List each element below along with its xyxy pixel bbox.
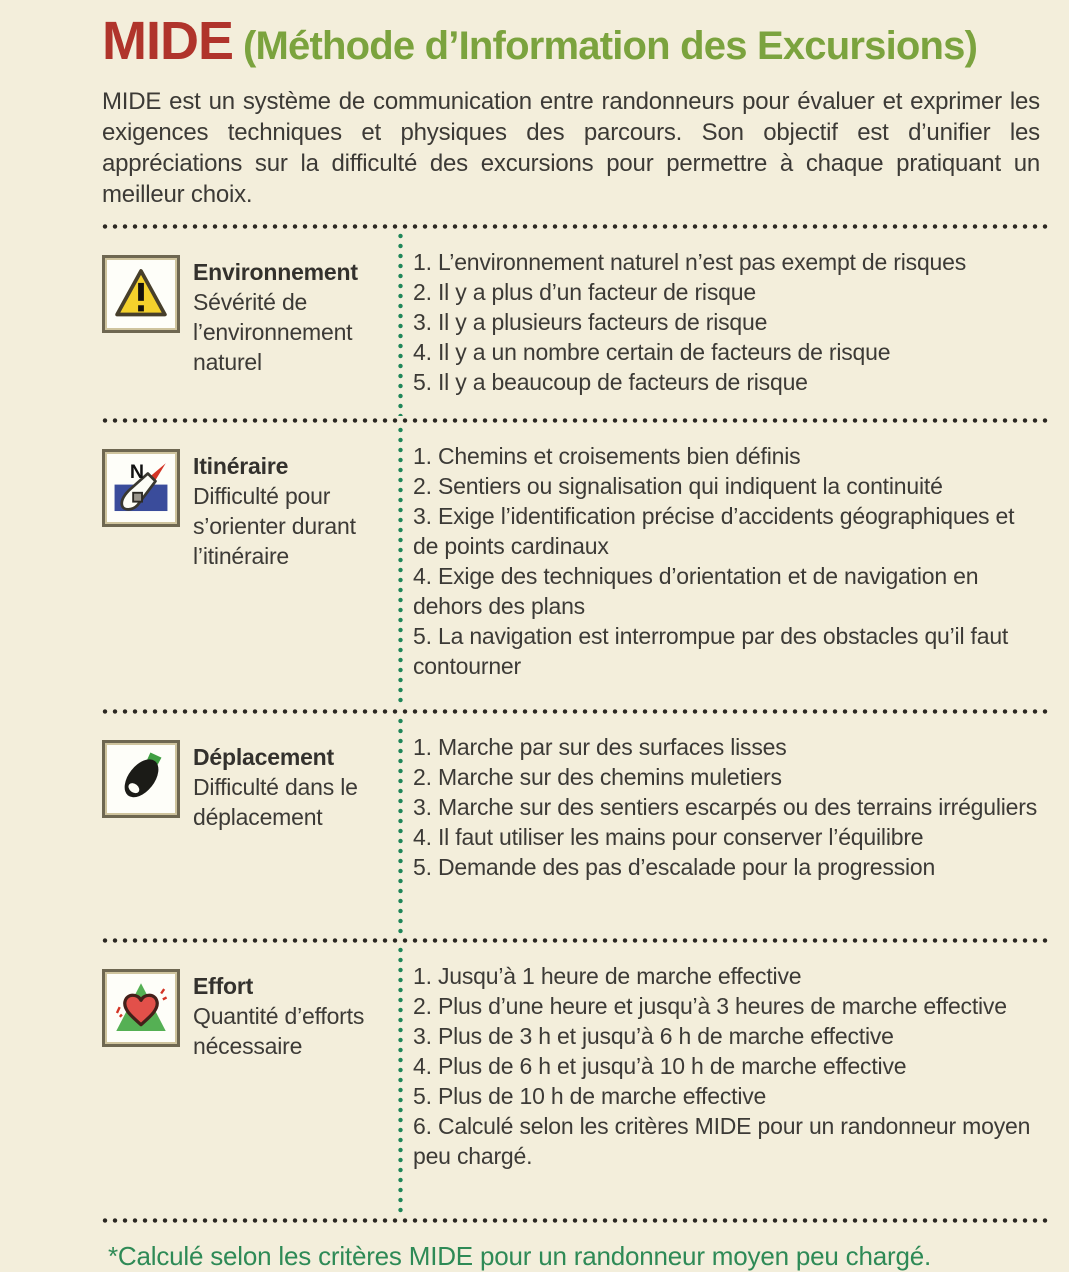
- criteria-item: 2. Il y a plus d’un facteur de risque: [413, 279, 756, 305]
- criteria-item: 3. Plus de 3 h et jusqu’à 6 h de marche effective: [413, 1023, 894, 1049]
- title-subtitle: (Méthode d’Information des Excursions): [243, 24, 978, 68]
- section-title: Effort: [193, 973, 254, 999]
- criteria-item: 5. Demande des pas d’escalade pour la progression: [413, 854, 936, 880]
- criteria-item: 2. Marche sur des chemins muletiers: [413, 764, 782, 790]
- boot-icon: [112, 750, 170, 808]
- section-environnement-criteria: [400, 229, 1050, 418]
- section-title: Itinéraire: [193, 453, 289, 479]
- section-itineraire: [100, 423, 1050, 709]
- section-effort-criteria: [400, 943, 1050, 1218]
- criteria-item: 1. L’environnement naturel n’est pas exempt de risques: [413, 249, 967, 275]
- section-environnement: [100, 229, 1050, 418]
- criteria-item: 2. Sentiers ou signalisation qui indiquent la continuité: [413, 473, 943, 499]
- warning-icon: [102, 255, 180, 333]
- criteria-item: 2. Plus d’une heure et jusqu’à 3 heures de marche effective: [413, 993, 1007, 1019]
- criteria-item: 1. Marche par sur des surfaces lisses: [413, 734, 787, 760]
- criteria-item: 5. Il y a beaucoup de facteurs de risque: [413, 369, 808, 395]
- criteria-item: 6. Calculé selon les critères MIDE pour un randonneur moyen peu chargé.: [413, 1113, 1031, 1169]
- criteria-item: 3. Exige l’identification précise d’accidents géographiques et de points cardinaux: [413, 503, 1015, 559]
- section-deplacement-label: [100, 714, 400, 938]
- intro-paragraph: MIDE est un système de communication entre randonneurs pour évaluer et exprimer les exigences techniques et physiques des parcours. Son objectif est d’unifier les appréciations sur la difficulté des excursions pour permettre à chaque pratiquant un meilleur choix.: [102, 88, 1040, 208]
- section-effort: [100, 943, 1050, 1218]
- section-environnement-label: [100, 229, 400, 418]
- compass-icon: [112, 459, 170, 517]
- criteria-table: [100, 224, 1050, 1223]
- heart-icon: [112, 979, 170, 1037]
- svg-text:N: N: [129, 461, 144, 484]
- horizontal-dotted-divider: [100, 1218, 1050, 1223]
- criteria-item: 3. Il y a plusieurs facteurs de risque: [413, 309, 768, 335]
- page-title: [0, 0, 1069, 72]
- section-subtitle: Difficulté pour s’orienter durant l’itinéraire: [193, 483, 356, 569]
- section-text: [193, 255, 392, 418]
- section-itineraire-label: [100, 423, 400, 709]
- section-subtitle: Sévérité de l’environnement naturel: [193, 289, 353, 375]
- section-title: Déplacement: [193, 744, 334, 770]
- criteria-item: 4. Il faut utiliser les mains pour conserver l’équilibre: [413, 824, 924, 850]
- section-text: [193, 740, 392, 938]
- section-title: Environnement: [193, 259, 358, 285]
- criteria-item: 4. Il y a un nombre certain de facteurs de risque: [413, 339, 891, 365]
- section-subtitle: Difficulté dans le déplacement: [193, 774, 358, 830]
- criteria-item: 3. Marche sur des sentiers escarpés ou des terrains irréguliers: [413, 794, 1038, 820]
- criteria-item: 4. Plus de 6 h et jusqu’à 10 h de marche effective: [413, 1053, 907, 1079]
- criteria-item: 5. Plus de 10 h de marche effective: [413, 1083, 767, 1109]
- section-effort-label: [100, 943, 400, 1218]
- section-text: [193, 969, 392, 1218]
- compass-icon: [102, 449, 180, 527]
- criteria-item: 1. Jusqu’à 1 heure de marche effective: [413, 963, 802, 989]
- title-acronym: MIDE: [102, 11, 233, 71]
- criteria-item: 5. La navigation est interrompue par des obstacles qu’il faut contourner: [413, 623, 1009, 679]
- section-itineraire-criteria: [400, 423, 1050, 709]
- criteria-item: 1. Chemins et croisements bien définis: [413, 443, 801, 469]
- section-deplacement: [100, 714, 1050, 938]
- heart-icon: [102, 969, 180, 1047]
- footnote: *Calculé selon les critères MIDE pour un randonneur moyen peu chargé.: [108, 1241, 931, 1271]
- criteria-item: 4. Exige des techniques d’orientation et de navigation en dehors des plans: [413, 563, 979, 619]
- section-deplacement-criteria: [400, 714, 1050, 938]
- section-subtitle: Quantité d’efforts nécessaire: [193, 1003, 365, 1059]
- boot-icon: [102, 740, 180, 818]
- warning-icon: [112, 265, 170, 323]
- section-text: [193, 449, 392, 709]
